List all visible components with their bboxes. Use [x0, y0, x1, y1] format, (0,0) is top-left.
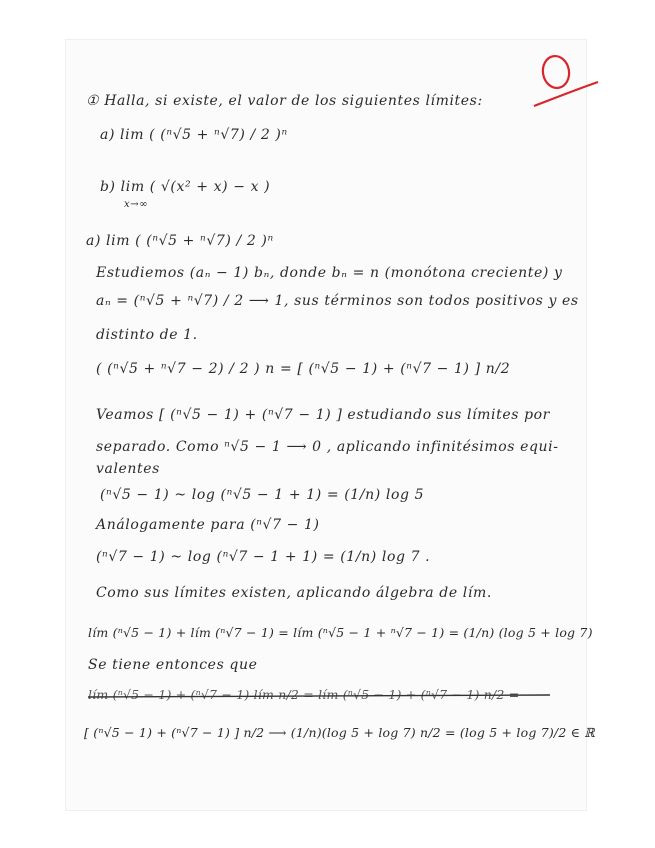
grade-mark: [530, 48, 600, 118]
solution-line: valentes: [96, 461, 160, 477]
solution-line: (ⁿ√5 − 1) ~ log (ⁿ√5 − 1 + 1) = (1/n) log 5: [100, 487, 425, 503]
struck-out-line: lím (ⁿ√5 − 1) + (ⁿ√7 − 1) lím n/2 = lím (ⁿ√5 − 1) + (ⁿ√7 − 1) n/2 =: [88, 687, 520, 702]
solution-line: lím (ⁿ√5 − 1) + lím (ⁿ√7 − 1) = lím (ⁿ√5 − 1 + ⁿ√7 − 1) = (1/n) (log 5 + log 7): [88, 625, 593, 640]
solution-line: separado. Como ⁿ√5 − 1 ⟶ 0 , aplicando infinitésimos equi-: [96, 439, 559, 455]
solution-a-title: a) lim ( (ⁿ√5 + ⁿ√7) / 2 )ⁿ: [86, 233, 274, 249]
final-result-line: [ (ⁿ√5 − 1) + (ⁿ√7 − 1) ] n/2 ⟶ (1/n)(log 5 + log 7) n/2 = (log 5 + log 7)/2 ∈ ℝ: [84, 725, 595, 740]
exercise-b-limit-subscript: x→∞: [124, 199, 149, 210]
solution-line: Veamos [ (ⁿ√5 − 1) + (ⁿ√7 − 1) ] estudiando sus límites por: [96, 407, 550, 423]
exercise-b-statement: b) lim ( √(x² + x) − x ): [100, 179, 271, 195]
solution-line: distinto de 1.: [96, 327, 198, 343]
solution-line: Estudiemos (aₙ − 1) bₙ, donde bₙ = n (monótona creciente) y: [96, 265, 563, 281]
strike-through-line: [88, 686, 558, 706]
exercise-heading: ① Halla, si existe, el valor de los siguientes límites:: [86, 93, 483, 109]
solution-line: aₙ = (ⁿ√5 + ⁿ√7) / 2 ⟶ 1, sus términos son todos positivos y es: [96, 293, 579, 309]
exercise-a-statement: a) lim ( (ⁿ√5 + ⁿ√7) / 2 )ⁿ: [100, 127, 288, 143]
solution-line: ( (ⁿ√5 + ⁿ√7 − 2) / 2 ) n = [ (ⁿ√5 − 1) + (ⁿ√7 − 1) ] n/2: [96, 361, 511, 377]
solution-line: Se tiene entonces que: [88, 657, 258, 673]
solution-line: (ⁿ√7 − 1) ~ log (ⁿ√7 − 1 + 1) = (1/n) log 7 .: [96, 549, 431, 565]
solution-line: Como sus límites existen, aplicando álgebra de lím.: [96, 585, 492, 601]
solution-line: Análogamente para (ⁿ√7 − 1): [96, 517, 320, 533]
